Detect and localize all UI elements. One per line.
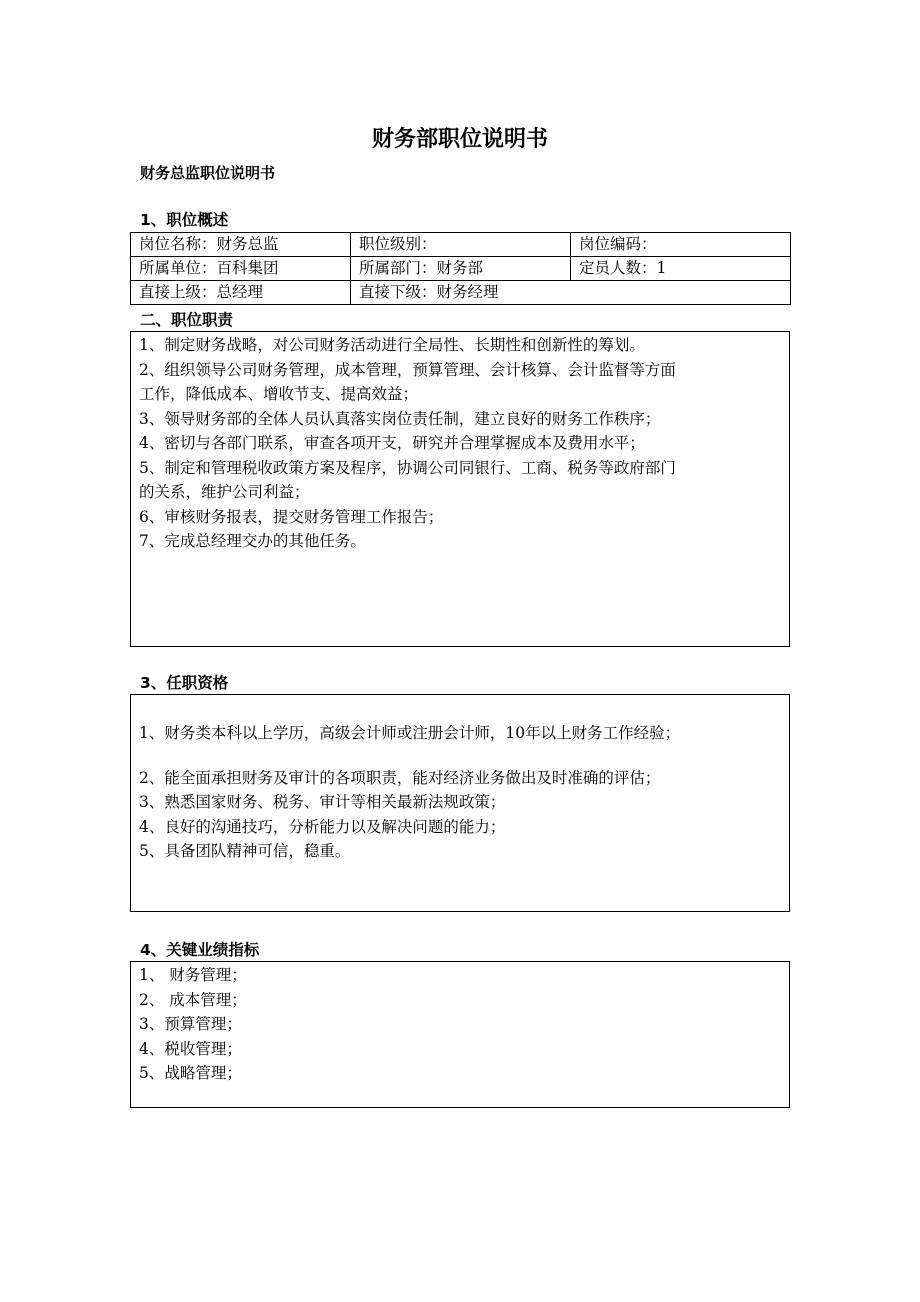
section4-heading: 4、关键业绩指标 bbox=[140, 941, 260, 959]
list-item: 4、税收管理； bbox=[139, 1039, 242, 1058]
section3-heading: 3、任职资格 bbox=[140, 674, 229, 692]
table-row bbox=[131, 257, 791, 281]
table-cell: 所属部门：财务部 bbox=[351, 257, 571, 281]
document-subtitle: 财务总监职位说明书 bbox=[140, 164, 276, 182]
list-item: 4、良好的沟通技巧，分析能力以及解决问题的能力； bbox=[139, 817, 506, 836]
table-cell: 直接上级：总经理 bbox=[131, 281, 351, 305]
list-item: 的关系，维护公司利益； bbox=[139, 483, 310, 501]
table-cell: 直接下级：财务经理 bbox=[351, 281, 791, 305]
section1-heading: 1、职位概述 bbox=[140, 211, 229, 229]
list-item: 6、审核财务报表，提交财务管理工作报告； bbox=[139, 507, 444, 526]
list-item: 3、熟悉国家财务、税务、审计等相关最新法规政策； bbox=[139, 793, 506, 811]
table-cell: 岗位名称：财务总监 bbox=[131, 233, 351, 257]
list-item: 4、密切与各部门联系，审查各项开支，研究并合理掌握成本及费用水平； bbox=[139, 434, 645, 452]
list-item: 1、制定财务战略，对公司财务活动进行全局性、长期性和创新性的筹划。 bbox=[139, 336, 645, 354]
list-item: 3、领导财务部的全体人员认真落实岗位责任制，建立良好的财务工作秩序； bbox=[139, 409, 661, 428]
section2-heading: 二、职位职责 bbox=[140, 311, 234, 329]
table-row bbox=[131, 281, 791, 305]
list-item: 1、财务类本科以上学历，高级会计师或注册会计师，10年以上财务工作经验； bbox=[139, 724, 681, 742]
list-item: 2、组织领导公司财务管理，成本管理，预算管理、会计核算、会计监督等方面 bbox=[139, 360, 676, 379]
list-item: 2、能全面承担财务及审计的各项职责，能对经济业务做出及时准确的评估； bbox=[139, 768, 661, 787]
list-item: 5、制定和管理税收政策方案及程序，协调公司同银行、工商、税务等政府部门 bbox=[139, 458, 676, 477]
list-item: 2、 成本管理； bbox=[139, 990, 247, 1009]
responsibilities-box bbox=[130, 331, 790, 647]
list-item: 工作，降低成本、增收节支、提高效益； bbox=[139, 385, 419, 403]
list-item: 5、具备团队精神可信，稳重。 bbox=[139, 842, 351, 860]
kpi-box bbox=[130, 961, 790, 1108]
table-cell: 职位级别： bbox=[351, 233, 571, 257]
document-title: 财务部职位说明书 bbox=[371, 127, 548, 152]
table-cell: 岗位编码： bbox=[571, 233, 791, 257]
list-item: 1、 财务管理； bbox=[139, 966, 247, 984]
table-cell: 定员人数：1 bbox=[571, 257, 791, 281]
table-cell: 所属单位：百科集团 bbox=[131, 257, 351, 281]
position-overview-table bbox=[130, 232, 791, 305]
list-item: 3、预算管理； bbox=[139, 1015, 242, 1033]
list-item: 7、完成总经理交办的其他任务。 bbox=[139, 532, 366, 550]
table-row bbox=[131, 233, 791, 257]
qualifications-box bbox=[130, 694, 790, 912]
list-item: 5、战略管理； bbox=[139, 1064, 242, 1082]
